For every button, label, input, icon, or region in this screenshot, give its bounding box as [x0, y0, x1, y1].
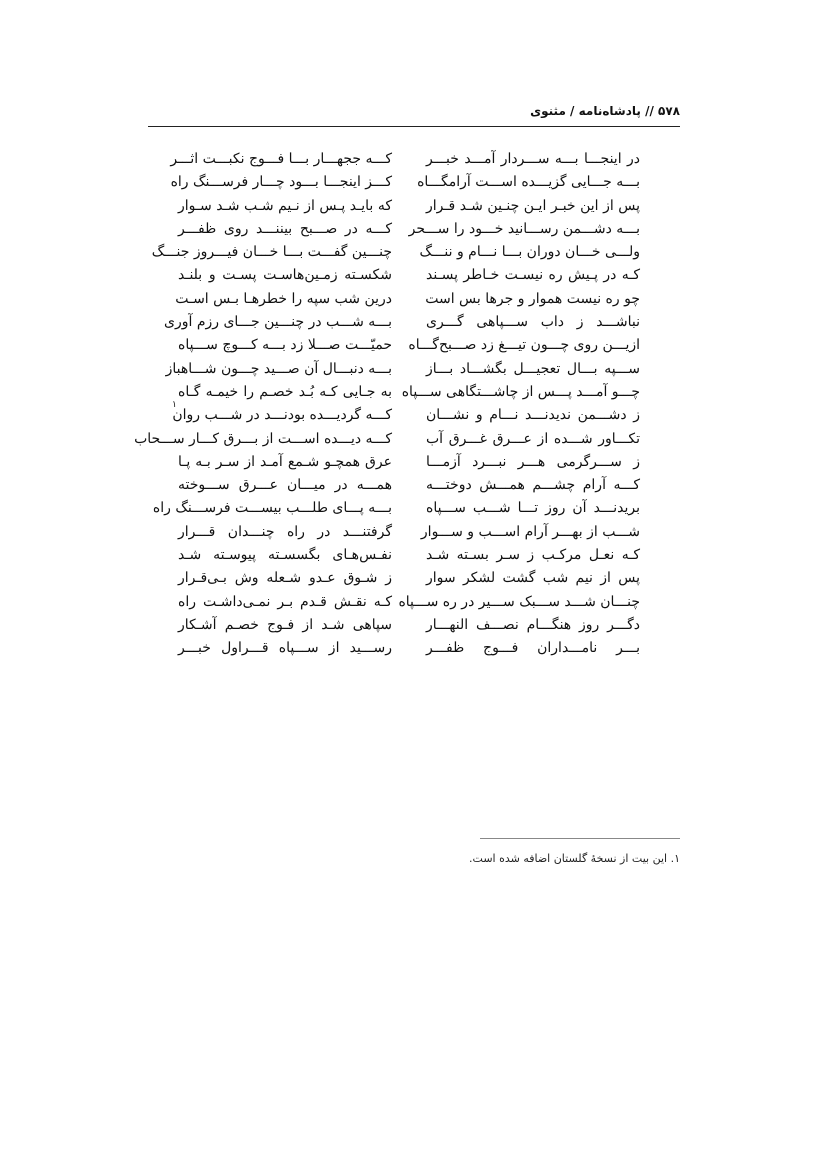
verse-left-hemistich: کـــه در صـــبح بیننـــد روی ظفـــر — [178, 220, 392, 237]
verse-right-hemistich: ازیـــن روی چـــون تیـــغ زد صـــبح‌گـــاه — [408, 337, 640, 354]
verse-right-hemistich: چنـــان شـــد ســـبک ســـیر در ره ســـپاه — [398, 593, 640, 610]
verse-row — [178, 218, 640, 241]
verse-row — [152, 497, 640, 520]
verse-row — [134, 428, 640, 451]
verse-right-hemistich: شـــب از بهـــر آرام اســـب و ســـوار — [420, 523, 640, 540]
footnote-rule — [480, 838, 680, 839]
verse-right-hemistich: تکـــاور شـــده از عـــرق غـــرق آب — [426, 430, 640, 447]
verse-right-hemistich: بـــه جـــایی گزیـــده اســـت آرامگـــاه — [417, 174, 640, 191]
verse-right-hemistich: ز دشـــمن ندیدنـــد نـــام و نشـــان — [426, 407, 640, 424]
page-number-title: ۵۷۸ // پادشاه‌نامه / مثنوی — [530, 104, 680, 118]
verse-left-hemistich: کـــه گردیـــده بودنـــد در شـــب روان — [172, 407, 392, 424]
verse-right-hemistich: نباشـــد ز داب ســـپاهی گـــری — [426, 314, 640, 331]
verse-left-hemistich: بـــه دنبـــال آن صـــید چـــون شـــاهباز — [165, 360, 392, 377]
verse-row — [178, 381, 640, 404]
verse-row — [164, 311, 640, 334]
verse-left-hemistich: شکسـته زمـین‌هاسـت پسـت و بلنـد — [178, 267, 392, 284]
header-rule — [148, 126, 680, 127]
verse-left-hemistich: همـــه در میـــان عـــرق ســـوخته — [178, 477, 392, 494]
verse-row — [178, 567, 640, 590]
verse-right-hemistich: ولـــی خـــان دوران بـــا نـــام و ننـــگ — [419, 244, 640, 261]
verse-row — [178, 544, 640, 567]
verse-row — [178, 591, 640, 614]
verse-left-hemistich: درین شب سپه را خطرهـا بـس اسـت — [175, 290, 392, 307]
verse-right-hemistich: کـه در پـیش ره نیسـت خـاطر پسـند — [426, 267, 640, 284]
verse-right-hemistich: بریدنـــد آن روز تـــا شـــب ســـپاه — [426, 500, 640, 517]
verse-left-hemistich: عرق همچـو شـمع آمـد از سـر بـه پـا — [178, 453, 392, 470]
verse-row — [165, 358, 640, 381]
verse-left-hemistich: رســـید از ســـپاه قـــراول خبـــر — [178, 640, 392, 657]
verse-left-hemistich: گرفتنـــد در راه چنـــدان قـــرار — [178, 523, 392, 540]
verse-left-hemistich: به جـایی کـه بُـد خصـم را خیمـه گـاه — [178, 383, 392, 400]
verse-row — [178, 521, 640, 544]
verse-right-hemistich: پس از این خبـر ایـن چنـین شـد قـرار — [426, 197, 640, 214]
verse-row — [178, 451, 640, 474]
verse-left-hemistich: نفـس‌هـای بگسسـته پیوسـته شـد — [178, 547, 392, 564]
verse-right-hemistich: چـــو آمـــد پـــس از چاشـــتگاهی ســـپاه — [401, 383, 640, 400]
verse-right-hemistich: کـــه آرام چشـــم همـــش دوختـــه — [426, 477, 640, 494]
verse-left-hemistich: که بایـد پـس از نـیم شـب شـد سـوار — [178, 197, 392, 214]
verse-row — [172, 400, 640, 427]
verse-row — [151, 241, 640, 264]
verse-right-hemistich: بـــر نامـــداران فـــوج ظفـــر — [426, 640, 640, 657]
verse-row — [178, 264, 640, 287]
verse-right-hemistich: بـــه دشـــمن رســـانید خـــود را ســـحر — [408, 220, 640, 237]
verse-left-hemistich: کـــز اینجـــا بـــود چـــار فرســـنگ راه — [170, 174, 392, 191]
verse-left-hemistich: حمیّـــت صـــلا زد بـــه کـــوچ ســـپاه — [178, 337, 392, 354]
verse-row — [178, 334, 640, 357]
verse-row — [178, 637, 640, 660]
footnote: ۱. این بیت از نسخهٔ گلستان اضافه شده است. — [469, 852, 680, 865]
verse-row — [170, 148, 640, 171]
verse-left-hemistich: کـه نقـش قـدم بـر نمـی‌داشـت راه — [178, 593, 392, 610]
verse-left-hemistich: سپاهی شـد از فـوج خصـم آشـکار — [178, 616, 392, 633]
verse-row — [178, 195, 640, 218]
verse-row — [175, 288, 640, 311]
verse-right-hemistich: دگـــر روز هنگـــام نصـــف النهـــار — [426, 616, 640, 633]
verse-right-hemistich: ســـپه بـــال تعجیـــل بگشـــاد بـــاز — [426, 360, 640, 377]
running-header — [148, 104, 680, 124]
verse-left-hemistich: ز شـوق عـدو شـعله وش بـی‌قـرار — [178, 570, 392, 587]
verse-row — [170, 171, 640, 194]
verse-row — [178, 474, 640, 497]
verse-right-hemistich: کـه نعـل مرکـب ز سـر بسـته شـد — [426, 547, 640, 564]
verse-left-hemistich: کـــه دیـــده اســـت از بـــرق کـــار ســـحاب — [134, 430, 392, 447]
verse-left-hemistich: بـــه شـــب در چنـــین جـــای رزم آوری — [164, 314, 392, 331]
verse-row — [178, 614, 640, 637]
verse-left-hemistich: بـــه پـــای طلـــب بیســـت فرســـنگ راه — [152, 500, 392, 517]
verse-right-hemistich: چو ره نیست هموار و جرها بس است — [425, 290, 640, 307]
poem-body — [134, 148, 640, 661]
verse-left-hemistich: چنـــین گفـــت بـــا خـــان فیـــروز جنـــگ — [151, 244, 392, 261]
verse-right-hemistich: ز ســـرگرمی هـــر نبـــرد آزمـــا — [426, 453, 640, 470]
footnote-marker: ۱ — [172, 400, 177, 411]
verse-left-hemistich: کـــه ججهـــار بـــا فـــوج نکبـــت اثـــر — [170, 151, 392, 167]
verse-right-hemistich: در اینجـــا بـــه ســـردار آمـــد خبـــر — [426, 151, 640, 167]
verse-right-hemistich: پس از نیم شب گشت لشکر سوار — [426, 570, 640, 587]
